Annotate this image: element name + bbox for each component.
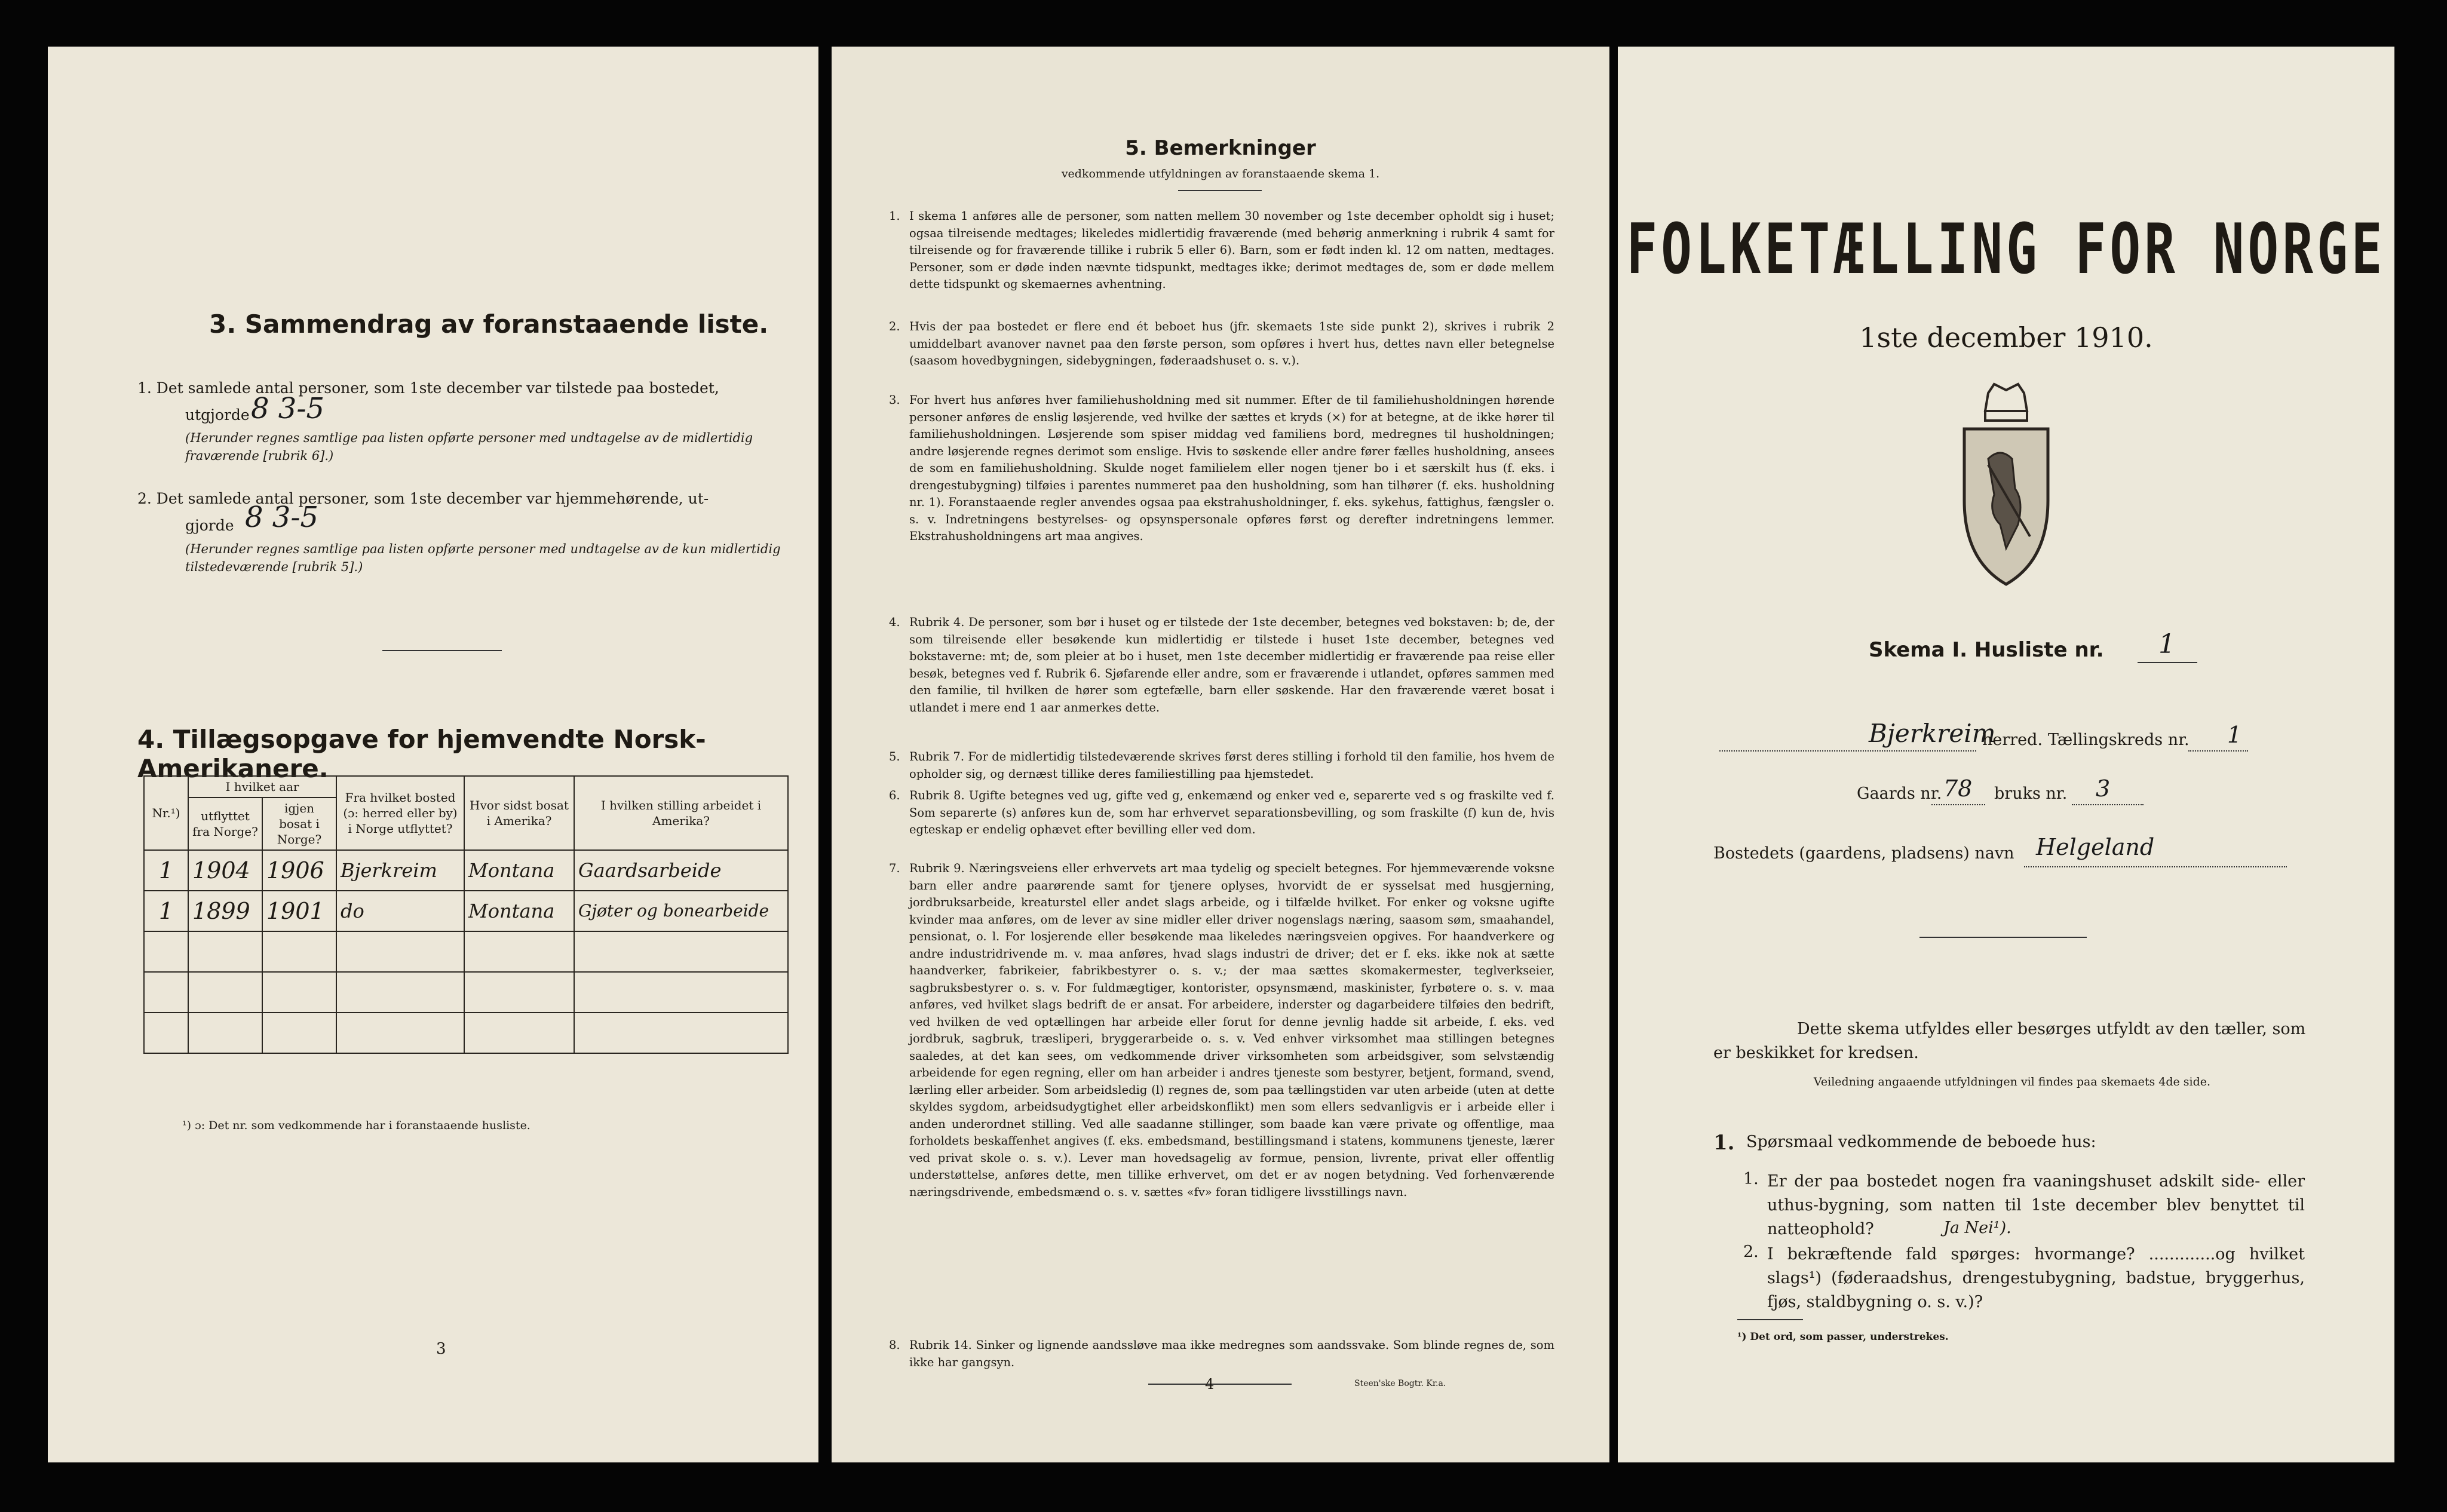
herred-label: herred. xyxy=(1982,731,2043,749)
bosted-label: Bostedets (gaardens, pladsens) navn xyxy=(1713,844,2014,863)
header-from: Fra hvilket bosted (ɔ: herred eller by) i Norge utflyttet? xyxy=(336,776,464,850)
table-row xyxy=(144,931,788,972)
item2-note: (Herunder regnes samtlige paa listen opførte personer med undtagelse av de kun midlertidig tilstedeværende [rubrik 5].) xyxy=(185,542,781,574)
underline xyxy=(2138,662,2197,663)
page-number: 4 xyxy=(1205,1376,1215,1393)
header-nr: Nr.¹) xyxy=(144,776,188,850)
cell-emigrated: 1904 xyxy=(188,850,262,891)
footnote: ¹) Det ord, som passer, understrekes. xyxy=(1737,1331,1949,1343)
schema-label: Skema I. Husliste nr. xyxy=(1869,638,2104,662)
cell-returned: 1906 xyxy=(262,850,336,891)
cell-where: Montana xyxy=(464,891,574,931)
cell-nr: 1 xyxy=(144,850,188,891)
page-right xyxy=(1618,47,2394,1462)
underline xyxy=(1931,804,1985,805)
section4-title: 4. Tillægsopgave for hjemvendte Norsk-Amerikanere. xyxy=(137,725,706,783)
page-left xyxy=(48,47,818,1462)
remark-8: 8. Rubrik 14. Sinker og lignende aandssløve maa ikke medregnes som aandssvake. Som blinde regnes de, som ikke har gangsyn. xyxy=(889,1338,1554,1369)
krets-label: Tællingskreds nr. xyxy=(2048,731,2190,749)
norsk-amerikanere-table xyxy=(143,775,789,1054)
bruks-value: 3 xyxy=(2096,775,2111,802)
bosted-value: Helgeland xyxy=(2036,834,2155,860)
remark-3: 3. For hvert hus anføres hver familiehusholdning med sit nummer. Efter de til familiehusholdningen hørende personer anføres de enslig løsjerende, ved hvilke der sættes et kryds (×) for at betegne, at de ikke hører til familiehusholdningen. Løsjerende som spiser middag ved familiens bord, medregnes til husholdningen; andre løsjerende regnes derimot som enslige. Hvis to søskende eller andre fører fælles husholdning, ansees de som en familiehusholdning. Skulde noget familielem eller nogen tjener bo i et særskilt hus (f. eks. i drengestubygning) tilføies i parentes nummeret paa den husholdning, som han tilhører (f. eks. husholdning nr. 1). Foranstaaende regler anvendes ogsaa paa ekstrahusholdninger, f. eks. sykehus, fattighus, fængsler o. s. v. Indretningens bestyrelses- og opsynspersonale opføres først og derefter indretningens lemmer. Ekstrahusholdningens art maa angives. xyxy=(889,393,1554,543)
table-row xyxy=(144,972,788,1013)
table-footnote: ¹) ɔ: Det nr. som vedkommende har i foranstaaende husliste. xyxy=(182,1119,531,1132)
divider xyxy=(1919,937,2087,938)
header-emigrated: utflyttet fra Norge? xyxy=(188,798,262,850)
divider xyxy=(1737,1319,1803,1320)
form-title: FOLKETÆLLING FOR NORGE xyxy=(1626,209,2386,290)
item1-value: 8 3-5 xyxy=(251,392,325,425)
form-date: 1ste december 1910. xyxy=(1859,321,2153,354)
section3-title: 3. Sammendrag av foranstaaende liste. xyxy=(209,309,769,339)
underline xyxy=(1719,750,1976,752)
remark-4: 4. Rubrik 4. De personer, som bør i huset og er tilstede der 1ste december, betegnes ved bokstaven: b; de, der som tilreisende eller besøkende kun midlertidig er tilstede i huset 1ste december, betegnes ved bokstaverne: mt; de, som pleier at bo i huset, men 1ste december midlertidig er fraværende paa reise eller besøk, betegnes ved f. Rubrik 6. Sjøfarende eller andre, som er fraværende i utlandet, opføres sammen med den familie, til hvilken de hører som egtefælle, barn eller søskende. Har den fraværende været bosat i utlandet i mere end 1 aar anmerkes dette. xyxy=(889,615,1554,714)
cell-returned: 1901 xyxy=(262,891,336,931)
q-num: 1. xyxy=(1713,1131,1735,1155)
cell-where: Montana xyxy=(464,850,574,891)
underline xyxy=(2024,866,2287,867)
q1-num: 1. xyxy=(1743,1170,1759,1188)
cell-occupation: Gjøter og bonearbeide xyxy=(574,891,788,931)
krets-value: 1 xyxy=(2227,722,2242,748)
item2-text: 2. Det samlede antal personer, som 1ste december var hjemmehørende, ut- xyxy=(137,490,709,507)
coat-of-arms-icon xyxy=(1952,381,2060,602)
item1-note: (Herunder regnes samtlige paa listen opførte personer med undtagelse av de midlertidig fraværende [rubrik 6].) xyxy=(185,431,753,463)
header-year-group: I hvilket aar xyxy=(188,776,336,798)
bruks-label: bruks nr. xyxy=(1994,784,2068,803)
remarks-title: 5. Bemerkninger xyxy=(1125,136,1316,160)
divider xyxy=(382,650,502,651)
page-number: 3 xyxy=(436,1340,446,1358)
gaards-label: Gaards nr. xyxy=(1857,784,1942,803)
herred-value: Bjerkreim xyxy=(1869,719,1996,748)
cell-from: do xyxy=(336,891,464,931)
info-small: Veiledning angaaende utfyldningen vil findes paa skemaets 4de side. xyxy=(1813,1075,2211,1088)
header-occupation: I hvilken stilling arbeidet i Amerika? xyxy=(574,776,788,850)
header-returned: igjen bosat i Norge? xyxy=(262,798,336,850)
table-row xyxy=(144,891,788,931)
page-middle xyxy=(832,47,1609,1462)
table-row xyxy=(144,1013,788,1053)
header-where: Hvor sidst bosat i Amerika? xyxy=(464,776,574,850)
remark-5: 5. Rubrik 7. For de midlertidig tilstedeværende skrives først deres stilling i forhold til den familie, hos hvem de opholder sig, og dernæst tillike deres familiestilling paa hjemstedet. xyxy=(889,750,1554,781)
item1-label: utgjorde xyxy=(185,406,250,424)
remarks-subtitle: vedkommende utfyldningen av foranstaaende skema 1. xyxy=(1061,167,1380,180)
remark-2: 2. Hvis der paa bostedet er flere end ét beboet hus (jfr. skemaets 1ste side punkt 2), skrives i rubrik 2 umiddelbart avanover navnet paa den første person, som opføres i hvert hus, dettes navn eller betegnelse (saasom hovedbygningen, sidebygningen, føderaadshuset o. s. v.). xyxy=(889,320,1554,367)
printer-mark: Steen'ske Bogtr. Kr.a. xyxy=(1354,1379,1446,1388)
q2-text: I bekræftende fald spørges: hvormange? .............og hvilket slags¹) (føderaadshus, drengestubygning, badstue, bryggerhus, fjøs, staldbygning o. s. v.)? xyxy=(1767,1245,2305,1311)
schema-value: 1 xyxy=(2158,629,2175,660)
q2-num: 2. xyxy=(1743,1243,1759,1261)
gaards-value: 78 xyxy=(1943,775,1973,802)
remark-7: 7. Rubrik 9. Næringsveiens eller erhvervets art maa tydelig og specielt betegnes. For hjemmeværende voksne barn eller andre paarørende samt for tjenere oplyses, hvorvidt de er sysselsat med husgjerning, jordbruksarbeide, kreaturstel eller andet slags arbeide, og i tilfælde hvilket. For enker og voksne ugifte kvinder maa anføres, om de lever av sine midler eller driver nogenslags næring, saasom søm, smaahandel, pensionat, o. l. For losjerende eller besøkende maa likeledes næringsveien opgives. For haandverkere og andre industridrivende m. v. maa anføres, hvad slags industri de driver; det er f. eks. ikke nok at sætte haandverker, fabrikeier, fabrikbestyrer o. s. v.; der maa sættes skomakermester, teglverkseier, sagbruksbestyrer o. s. v. For fuldmægtiger, kontorister, opsynsmænd, maskinister, fyrbøtere o. s. v. maa anføres, ved hvilket slags bedrift de er ansat. For arbeidere, inderster og dagarbeidere tilføies den bedrift, ved hvilken de ved optællingen har arbeide eller forut for denne jevnlig hadde sit arbeide, f. eks. ved jordbruk, sagbruk, træsliperi, bryggerarbeide o. s. v. Ved enhver virksomhet maa stillingen betegnes saaledes, at det kan sees, om vedkommende driver virksomheten som arbeidsgiver, som selvstændig arbeidende for egen regning, eller om han arbeider i andres tjeneste som bestyrer, betjent, formand, svend, lærling eller arbeider. Som arbeidsledig (l) regnes de, som paa tællingstiden var uten arbeide (uten at dette skyldes sygdom, arbeidsudygtighet eller arbeidskonflikt) men som ellers sedvanligvis er i arbeide eller i anden underordnet stilling. Ved alle saadanne stillinger, som baade kan være private og offentlige, maa forholdets beskaffenhet angives (f. eks. embedsmand, bestillingsmand i statens, kommunens tjeneste, lærer ved privat skole o. s. v.). Lever man hovedsagelig av formue, pension, livrente, privat eller offentlig understøttelse, anføres dette, men tillike erhvervet, om det er av nogen betydning. Ved forhenværende næringsdrivende, embedsmænd o. s. v. sættes «fv» foran tidligere livsstillings navn. xyxy=(889,861,1554,1199)
info-text: Dette skema utfyldes eller besørges utfyldt av den tæller, som er beskikket for kredsen. xyxy=(1713,1020,2306,1062)
cell-occupation: Gaardsarbeide xyxy=(574,850,788,891)
item2-value: 8 3-5 xyxy=(245,501,319,534)
cell-emigrated: 1899 xyxy=(188,891,262,931)
q-title: Spørsmaal vedkommende de beboede hus: xyxy=(1746,1133,2096,1151)
underline xyxy=(2072,804,2144,805)
q1-text: Er der paa bostedet nogen fra vaaningshuset adskilt side- eller uthus-bygning, som natten til 1ste december blev benyttet til natteophold? xyxy=(1767,1172,2305,1238)
cell-from: Bjerkreim xyxy=(336,850,464,891)
item2-label: gjorde xyxy=(185,517,234,534)
item1-text: 1. Det samlede antal personer, som 1ste december var tilstede paa bostedet, xyxy=(137,379,719,397)
divider xyxy=(1178,190,1262,191)
divider xyxy=(1148,1384,1292,1385)
table-row xyxy=(144,850,788,891)
remark-1: 1. I skema 1 anføres alle de personer, som natten mellem 30 november og 1ste december opholdt sig i huset; ogsaa tilreisende medtages; likeledes midlertidig fraværende (med behørig anmerkning i rubrik 4 samt for tilreisende og for fraværende tillike i rubrik 5 eller 6). Barn, som er født inden kl. 12 om natten, medtages. Personer, som er døde inden nævnte tidspunkt, medtages ikke; derimot medtages de, som er døde mellem dette tidspunkt og skemaernes avhentning. xyxy=(889,209,1554,291)
q1-answer: Ja Nei¹). xyxy=(1943,1219,2011,1237)
remark-6: 6. Rubrik 8. Ugifte betegnes ved ug, gifte ved g, enkemænd og enker ved e, separerte ved s og fraskilte ved f. Som separerte (s) anføres kun de, som har erhvervet separationsbevilling, og som fraskilte (f) kun de, hvis egteskap er endelig ophævet efter bevilling eller ved dom. xyxy=(889,789,1554,836)
cell-nr: 1 xyxy=(144,891,188,931)
underline xyxy=(2188,750,2248,752)
